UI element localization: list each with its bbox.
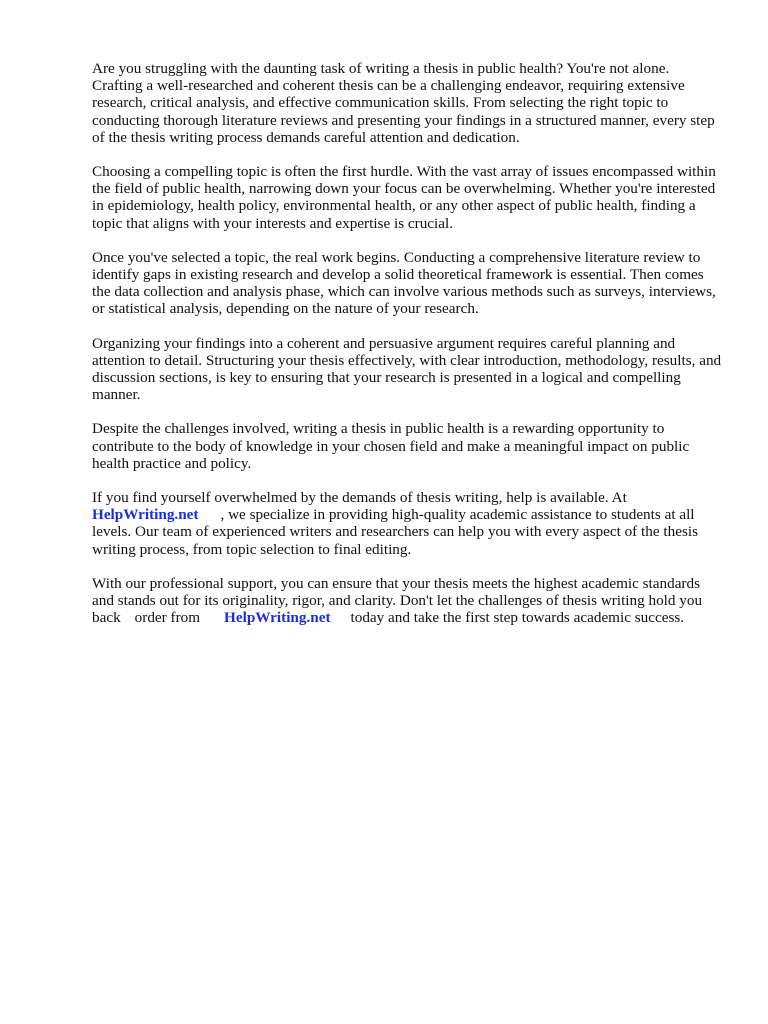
paragraph-organizing: Organizing your findings into a coherent and persuasive argument requires careful planning and attention to detail. Structuring your thesis effectively, with clear introduction, methodology, results, and discussion sections, is key to ensuring that your research is presented in a logical and compelling manner. [92, 334, 722, 404]
paragraph-rewarding: Despite the challenges involved, writing a thesis in public health is a rewarding opportunity to contribute to the body of knowledge in your chosen field and make a meaningful impact on public health practice and policy. [92, 420, 690, 472]
paragraph-research: Once you've selected a topic, the real work begins. Conducting a comprehensive literature review to identify gaps in existing research and develop a solid theoretical framework is essential. Then comes the data collection and analysis phase, which can involve various methods such as surveys, interviews, or statistical analysis, depending on the nature of your research. [92, 248, 716, 318]
helpwriting-link-2[interactable]: HelpWriting.net [224, 609, 331, 627]
paragraph-intro: Are you struggling with the daunting task of writing a thesis in public health? You're not alone. Crafting a well-researched and coherent thesis can be a challenging endeavor, requiring extensive research, critical analysis, and effective communication skills. From selecting the right topic to conducting thorough literature reviews and presenting your findings in a structured manner, every step of the thesis writing process demands careful attention and dedication. [92, 60, 715, 146]
help-text-before: If you find yourself overwhelmed by the demands of thesis writing, help is available. At [92, 489, 627, 507]
paragraph-closing [92, 575, 722, 627]
document-body [92, 60, 722, 643]
helpwriting-link-1[interactable]: HelpWriting.net [92, 506, 199, 524]
help-text-after: , we specialize in providing high-quality academic assistance to students at all levels. Our team of experienced writers and researchers can help you with every aspect of the thesis writing process, from topic selection to final editing. [92, 506, 698, 558]
closing-text-before: With our professional support, you can ensure that your thesis meets the highest academic standards and stands out for its originality, rigor, and clarity. Don't let the challenges of thesis writing hold you back [92, 574, 703, 627]
paragraph-help [92, 489, 722, 558]
closing-text-after: today and take the first step towards academic success. [350, 609, 685, 627]
paragraph-topic: Choosing a compelling topic is often the first hurdle. With the vast array of issues encompassed within the field of public health, narrowing down your focus can be overwhelming. Whether you're interested in epidemiology, health policy, environmental health, or any other aspect of public health, finding a topic that aligns with your interests and expertise is crucial. [92, 163, 716, 232]
closing-text-middle: order from [134, 609, 201, 627]
